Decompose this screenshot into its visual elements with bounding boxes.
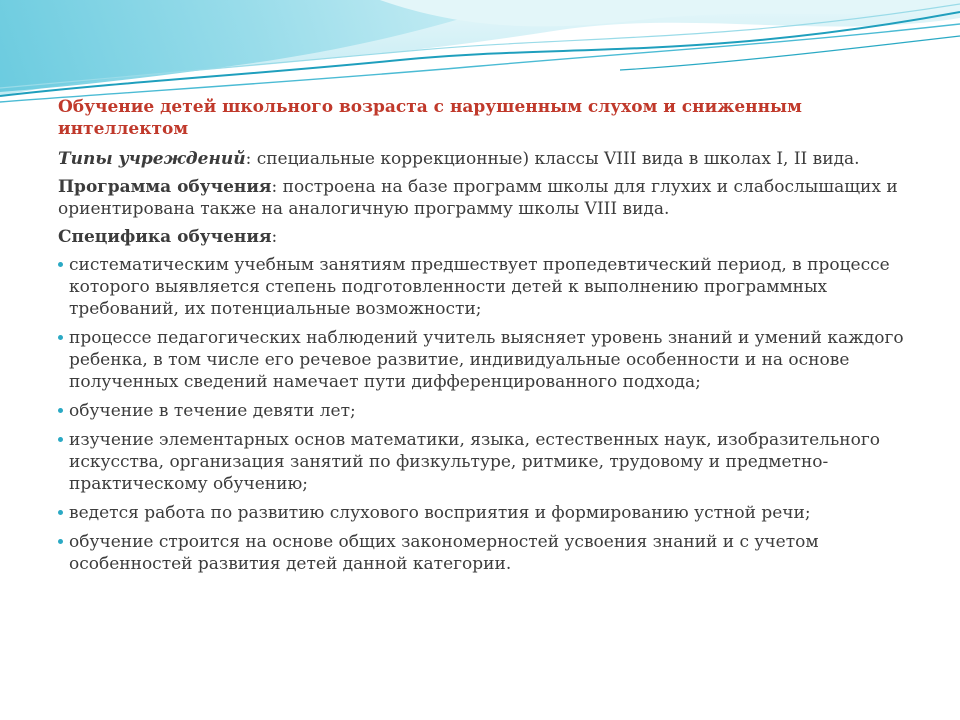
list-item [58,531,908,575]
specifics-paragraph [58,226,908,248]
bullet-dot-icon [58,539,63,544]
slide-title: Обучение детей школьного возраста с нарушенным слухом и сниженным интеллектом [58,97,802,139]
specifics-list [58,254,908,575]
bullet-dot-icon [58,335,63,340]
list-item [58,400,908,422]
wave-header-decoration [0,0,960,110]
list-item-text: обучение в течение девяти лет; [69,401,356,421]
program-paragraph [58,176,908,220]
specifics-colon: : [271,227,278,247]
list-item-text: изучение элементарных основ математики, языка, естественных наук, изобразительного искусства, организация занятий по физкультуре, ритмике, трудовому и предметно-практическому обучению; [69,430,880,494]
institution-types-term: Типы учреждений [58,149,246,169]
list-item [58,502,908,524]
bullet-dot-icon [58,510,63,515]
list-item [58,327,908,393]
list-item [58,429,908,495]
list-item-text: ведется работа по развитию слухового восприятия и формированию устной речи; [69,503,811,523]
institution-types-text: : специальные коррекционные) классы VIII вида в школах I, II вида. [245,149,860,169]
list-item-text: обучение строится на основе общих закономерностей усвоения знаний и с учетом особенностей развития детей данной категории. [69,532,819,574]
bullet-dot-icon [58,437,63,442]
program-text: : построена на базе программ школы для глухих и слабослышащих и ориентирована также на аналогичную программу школы VIII вида. [58,177,898,219]
list-item [58,254,908,320]
bullet-dot-icon [58,408,63,413]
program-term: Программа обучения [58,177,272,197]
list-item-text: систематическим учебным занятиям предшествует пропедевтический период, в процессе которого выявляется степень подготовленности детей к выполнению программных требований, их потенциальные возможности; [69,255,890,319]
institution-types-paragraph [58,148,908,170]
list-item-text: процессе педагогических наблюдений учитель выясняет уровень знаний и умений каждого ребенка, в том числе его речевое развитие, индивидуальные особенности и на основе полученных сведений намечает пути дифференцированного подхода; [69,328,904,392]
bullet-dot-icon [58,262,63,267]
slide-content [58,96,908,582]
specifics-term: Специфика обучения [58,227,272,247]
